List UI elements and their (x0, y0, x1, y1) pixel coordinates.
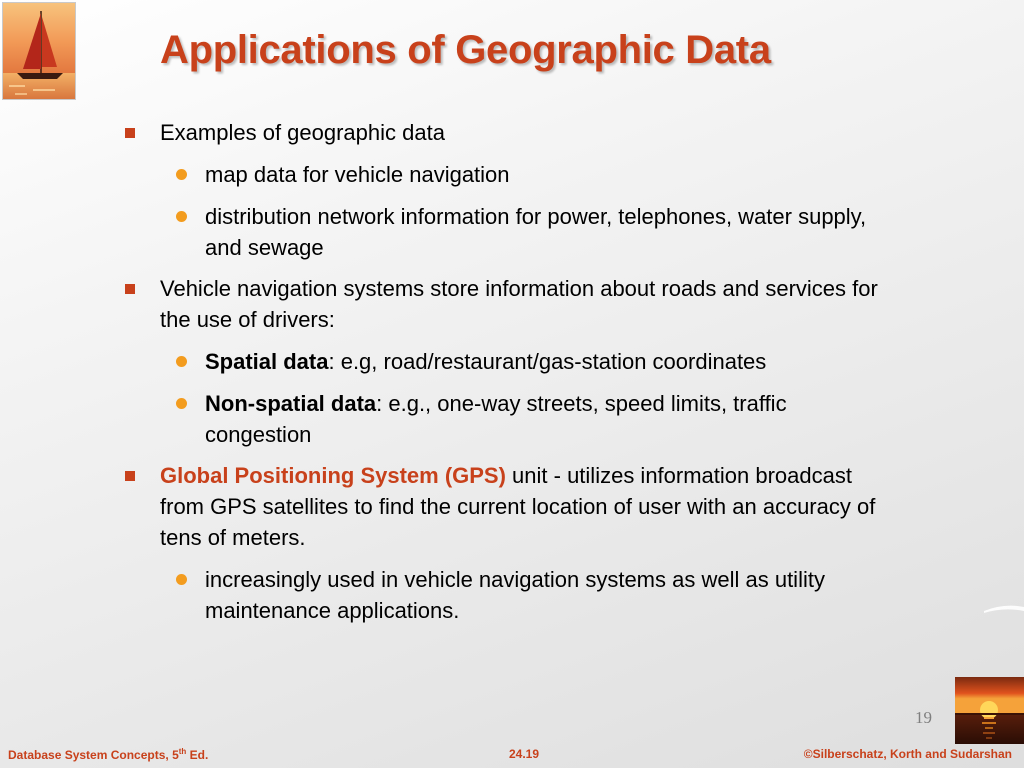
sub-bullet-item (122, 346, 897, 377)
sunset-over-water-image (955, 677, 1024, 744)
sub-bullet-text: map data for vehicle navigation (205, 162, 510, 187)
bullet-text: Vehicle navigation systems store information about roads and services for the use of drivers: (160, 276, 878, 332)
round-bullet-icon (176, 169, 187, 180)
bullet-item (122, 117, 897, 148)
footer-book-title: Database System Concepts, 5th Ed. (8, 747, 209, 762)
square-bullet-icon (125, 128, 135, 138)
bullet-text: Examples of geographic data (160, 120, 445, 145)
slide-body (122, 117, 897, 626)
sub-bullet-item (122, 201, 897, 263)
sailboat-sunset-image (2, 2, 76, 100)
bullet-text: unit - utilizes information broadcast from GPS satellites to find the current location of user with an accuracy of tens of meters. (160, 463, 876, 550)
sub-bullet-item (122, 564, 897, 626)
page-title: Applications of Geographic Data (160, 28, 771, 72)
bullet-item (122, 273, 897, 335)
footer-slide-number: 24.19 (509, 747, 540, 761)
term-spatial-data: Spatial data (205, 349, 329, 374)
sub-bullet-item (122, 159, 897, 190)
round-bullet-icon (176, 574, 187, 585)
round-bullet-icon (176, 211, 187, 222)
sub-bullet-item (122, 388, 897, 450)
sub-bullet-text: increasingly used in vehicle navigation systems as well as utility maintenance applications. (205, 567, 825, 623)
round-bullet-icon (176, 398, 187, 409)
sub-bullet-text: : e.g, road/restaurant/gas-station coordinates (328, 349, 767, 374)
term-non-spatial-data: Non-spatial data (205, 391, 377, 416)
square-bullet-icon (125, 284, 135, 294)
sub-bullet-text: distribution network information for power, telephones, water supply, and sewage (205, 204, 867, 260)
decorative-swoosh (984, 603, 1024, 613)
sub-bullet-text: : e.g., one-way streets, speed limits, traffic congestion (205, 391, 787, 447)
footer-copyright: ©Silberschatz, Korth and Sudarshan (803, 747, 1012, 761)
square-bullet-icon (125, 471, 135, 481)
page-number: 19 (915, 708, 932, 727)
bullet-item (122, 460, 897, 553)
gps-highlight: Global Positioning System (GPS) (160, 463, 506, 488)
round-bullet-icon (176, 356, 187, 367)
